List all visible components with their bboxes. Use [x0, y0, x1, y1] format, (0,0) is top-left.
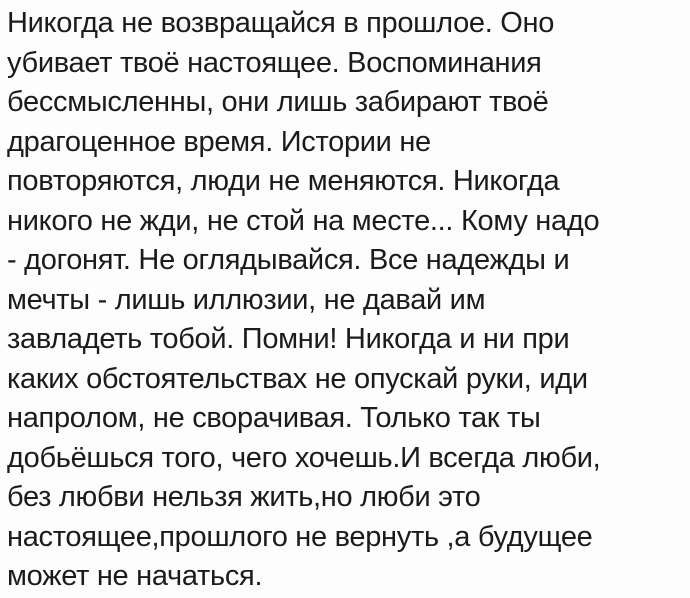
quote-line: напролом, не сворачивая. Только так ты — [7, 402, 541, 434]
quote-line: драгоценное время. Истории не — [7, 125, 431, 158]
quote-line: никого не жди, не стой на месте... Кому надо — [7, 204, 600, 237]
quote-line: может не начаться. — [7, 560, 263, 592]
quote-line: без любви нельзя жить,но люби это — [7, 481, 481, 513]
quote-line: настоящее,прошлого не вернуть ,а будущее — [7, 520, 593, 553]
quote-line: убивает твоё настоящее. Воспоминания — [7, 46, 542, 79]
quote-line: повторяются, люди не меняются. Никогда — [7, 165, 560, 197]
quote-line: бессмысленны, они лишь забирают твоё — [7, 86, 549, 118]
quote-line: каких обстоятельствах не опускай руки, иди — [7, 362, 588, 395]
quote-line: Никогда не возвращайся в прошлое. Оно — [7, 7, 555, 39]
quote-line: добьёшься того, чего хочешь.И всегда люби, — [7, 441, 601, 474]
quote-line: - догонят. Не оглядывайся. Все надежды и — [7, 244, 570, 276]
quote-line: мечты - лишь иллюзии, не давай им — [7, 283, 486, 316]
quote-line: завладеть тобой. Помни! Никогда и ни при — [7, 323, 570, 355]
